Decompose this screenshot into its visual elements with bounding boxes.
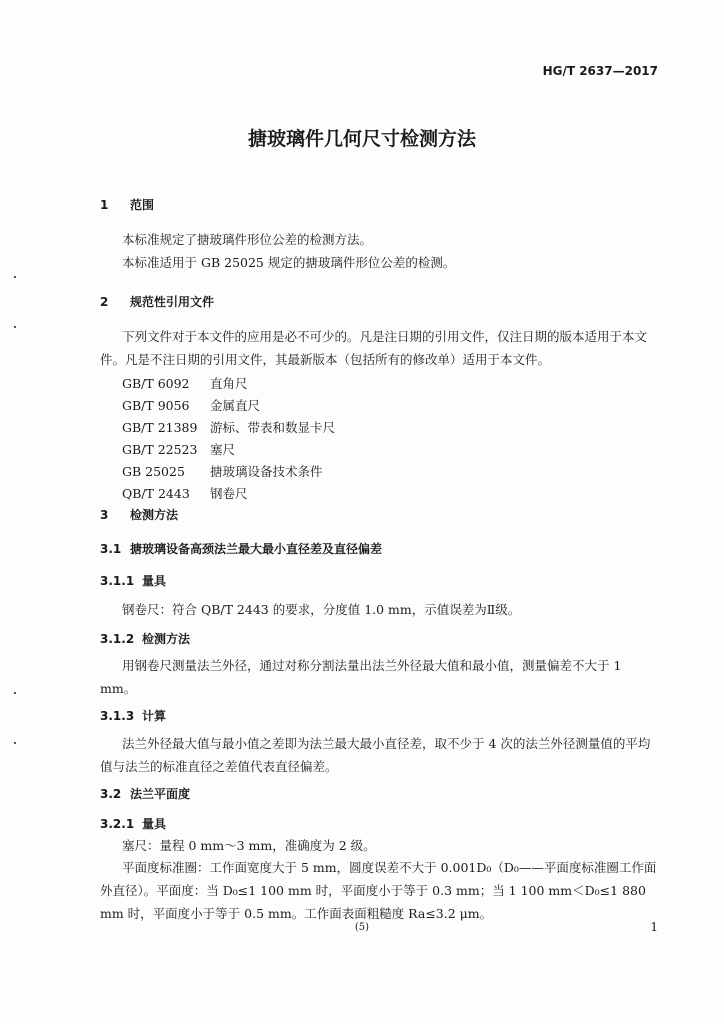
paragraph: 本标准适用于 GB 25025 规定的搪玻璃件形位公差的检测。 bbox=[122, 255, 456, 270]
section-3-2-heading bbox=[100, 785, 190, 802]
scan-speck bbox=[14, 742, 16, 744]
reference-code: GB/T 6092 bbox=[122, 376, 190, 391]
scan-speck bbox=[14, 326, 16, 328]
reference-code: GB/T 22523 bbox=[122, 442, 198, 457]
section-title: 范围 bbox=[130, 198, 155, 212]
paragraph: 用钢卷尺测量法兰外径，通过对称分割法量出法兰外径最大值和最小值，测量偏差不大于 1 mm。 bbox=[100, 658, 622, 696]
reference-code: QB/T 2443 bbox=[122, 486, 190, 501]
reference-item bbox=[122, 440, 235, 458]
section-2-heading bbox=[100, 293, 214, 310]
standard-code: HG/T 2637—2017 bbox=[542, 64, 658, 78]
reference-code: GB/T 9056 bbox=[122, 398, 190, 413]
reference-code: GB 25025 bbox=[122, 464, 185, 479]
section-title: 法兰平面度 bbox=[130, 787, 191, 801]
section-title: 量具 bbox=[142, 817, 167, 831]
paragraph: 本标准规定了搪玻璃件形位公差的检测方法。 bbox=[122, 232, 373, 247]
section-3-1-2-heading bbox=[100, 630, 190, 647]
section-3-1-1-heading bbox=[100, 572, 166, 589]
section-title: 计算 bbox=[142, 709, 167, 723]
reference-name: 金属直尺 bbox=[210, 398, 261, 413]
reference-item bbox=[122, 396, 260, 414]
reference-item bbox=[122, 484, 248, 502]
section-number: 3.1.2 bbox=[100, 632, 135, 646]
section-title: 搪玻璃设备高颈法兰最大最小直径差及直径偏差 bbox=[130, 542, 383, 556]
reference-name: 搪玻璃设备技术条件 bbox=[210, 464, 323, 479]
reference-code: GB/T 21389 bbox=[122, 420, 198, 435]
section-3-1-heading bbox=[100, 540, 382, 557]
scan-speck bbox=[14, 276, 16, 278]
reference-name: 塞尺 bbox=[210, 442, 236, 457]
section-title: 量具 bbox=[142, 574, 167, 588]
section-3-heading bbox=[100, 506, 178, 523]
reference-item bbox=[122, 418, 335, 436]
paragraph: 塞尺：量程 0 mm～3 mm，准确度为 2 级。 bbox=[122, 838, 376, 853]
section-number: 2 bbox=[100, 295, 109, 309]
reference-item bbox=[122, 462, 323, 480]
section-number: 3.1 bbox=[100, 542, 122, 556]
section-3-1-3-heading bbox=[100, 707, 166, 724]
paragraph: 下列文件对于本文件的应用是必不可少的。凡是注日期的引用文件，仅注日期的版本适用于本文件。凡是不注日期的引用文件，其最新版本（包括所有的修改单）适用于本文件。 bbox=[100, 329, 648, 367]
section-title: 检测方法 bbox=[142, 632, 191, 646]
print-page-marker: (5) bbox=[354, 922, 370, 933]
reference-item bbox=[122, 374, 248, 392]
reference-name: 钢卷尺 bbox=[210, 486, 248, 501]
section-number: 3.2 bbox=[100, 787, 122, 801]
paragraph: 法兰外径最大值与最小值之差即为法兰最大最小直径差，取不少于 4 次的法兰外径测量值的平均值与法兰的标准直径之差值代表直径偏差。 bbox=[100, 736, 651, 774]
section-number: 3.1.1 bbox=[100, 574, 135, 588]
section-number: 1 bbox=[100, 198, 109, 212]
section-number: 3.1.3 bbox=[100, 709, 135, 723]
section-number: 3 bbox=[100, 508, 109, 522]
scan-speck bbox=[14, 692, 16, 694]
section-title: 规范性引用文件 bbox=[130, 295, 215, 309]
paragraph: 平面度标准圈：工作面宽度大于 5 mm，圆度误差不大于 0.001D₀（D₀——平面度标准圈工作面外直径）。平面度：当 D₀≤1 100 mm 时，平面度小于等于 0.3 mm；当 1 100 mm＜D₀≤1 880 mm 时，平面度小于等于 0.5 mm。工作面表面粗糙度 Ra≤3.2 μm。 bbox=[100, 860, 657, 921]
document-title: 搪玻璃件几何尺寸检测方法 bbox=[247, 128, 476, 150]
page-number: 1 bbox=[650, 920, 658, 934]
section-3-2-1-heading bbox=[100, 815, 166, 832]
reference-name: 直角尺 bbox=[210, 376, 248, 391]
section-title: 检测方法 bbox=[130, 508, 179, 522]
paragraph: 钢卷尺：符合 QB/T 2443 的要求，分度值 1.0 mm，示值误差为Ⅱ级。 bbox=[122, 602, 521, 617]
section-number: 3.2.1 bbox=[100, 817, 135, 831]
reference-name: 游标、带表和数显卡尺 bbox=[210, 420, 336, 435]
section-1-heading bbox=[100, 196, 154, 213]
